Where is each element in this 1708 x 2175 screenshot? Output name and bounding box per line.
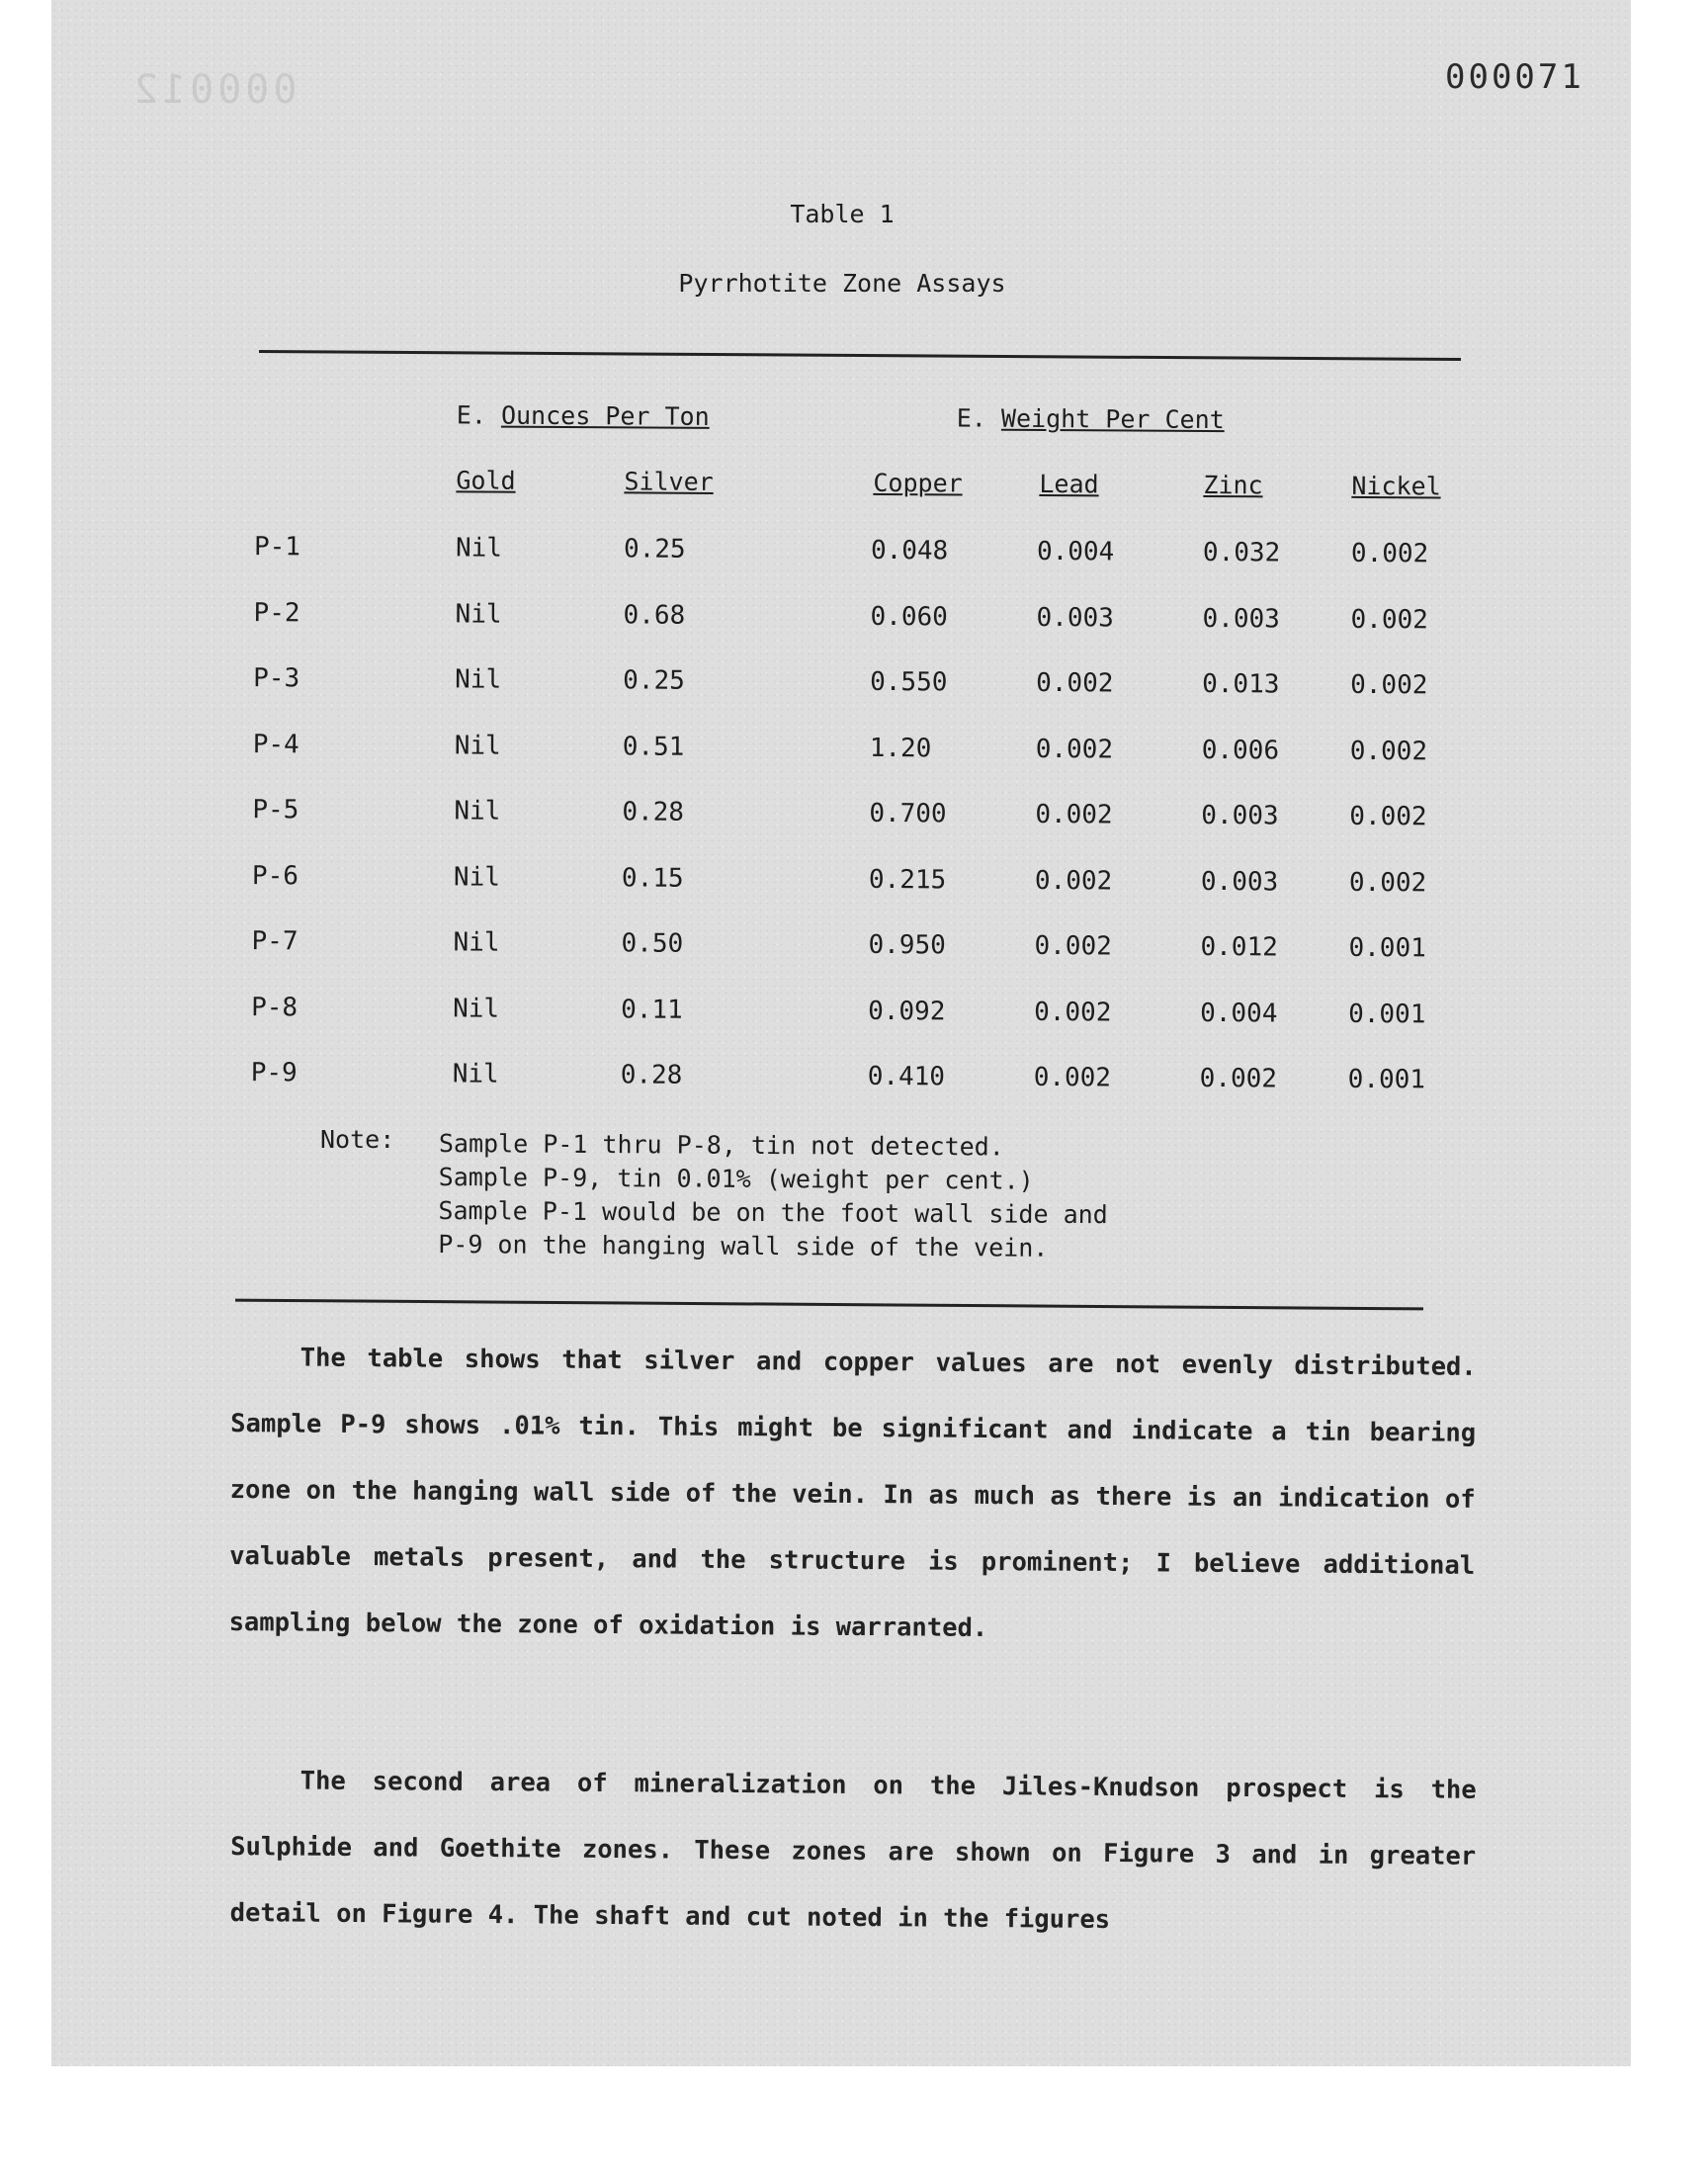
cell-copper: 1.20 [869,733,932,763]
cell-silver: 0.51 [622,731,685,762]
cell-copper: 0.950 [868,929,946,961]
cell-lead: 0.003 [1036,602,1114,633]
group-label-ounces: Ounces Per Ton [500,400,710,431]
cell-lead: 0.002 [1034,865,1113,896]
group-header-weight [957,403,1225,434]
cell-lead: 0.002 [1036,667,1114,699]
cell-nickel: 0.002 [1349,736,1428,766]
cell-nickel: 0.002 [1350,538,1429,569]
cell-lead: 0.002 [1033,1062,1112,1093]
cell-gold: Nil [453,993,500,1024]
group-label-weight: Weight Per Cent [1000,403,1225,435]
table-row [235,663,1520,711]
note-line: P-9 on the hanging wall side of the vein. [438,1229,1049,1262]
cell-nickel: 0.001 [1348,932,1426,964]
cell-nickel: 0.001 [1347,1064,1426,1095]
table-title: Pyrrhotite Zone Assays [678,269,1006,298]
cell-nickel: 0.002 [1350,604,1428,635]
sample-id: P-4 [252,729,299,759]
sample-id: P-6 [251,860,299,891]
table-row [234,860,1519,908]
column-header-silver: Silver [624,467,714,496]
cell-silver: 0.28 [622,797,685,827]
cell-lead: 0.002 [1034,997,1112,1027]
column-header-zinc: Zinc [1203,470,1263,500]
table-row [233,1058,1518,1105]
cell-silver: 0.25 [623,665,685,696]
cell-silver: 0.15 [621,862,684,894]
cell-zinc: 0.003 [1201,800,1279,831]
table-row [234,795,1519,842]
table-row [235,729,1520,776]
cell-copper: 0.048 [870,535,949,566]
note-line: Sample P-1 would be on the foot wall side and [438,1195,1108,1230]
sample-id: P-8 [251,992,299,1022]
note-line: Sample P-9, tin 0.01% (weight per cent.) [438,1162,1034,1195]
table-top-rule [259,350,1461,361]
cell-gold: Nil [454,796,501,826]
faint-bleedthrough-number: 000012 [130,67,298,113]
group-prefix: E. [456,400,487,430]
cell-copper: 0.700 [869,798,947,829]
column-header-copper: Copper [873,468,963,498]
cell-copper: 0.410 [867,1061,946,1092]
note-text [438,1127,1108,1265]
body-paragraph-1 [228,1325,1477,1666]
cell-gold: Nil [453,927,500,958]
table-row [235,597,1520,645]
cell-gold: Nil [453,861,501,893]
cell-zinc: 0.003 [1202,603,1280,634]
group-prefix: E. [956,403,987,433]
note-line: Sample P-1 thru P-8, tin not detected. [438,1129,1004,1162]
cell-silver: 0.11 [621,994,683,1025]
cell-gold: Nil [455,533,503,564]
table-row [236,532,1521,579]
cell-silver: 0.28 [620,1060,683,1090]
cell-gold: Nil [452,1059,499,1089]
table-bottom-rule [235,1299,1423,1311]
column-header-nickel: Nickel [1351,471,1441,501]
cell-gold: Nil [455,598,502,630]
cell-gold: Nil [454,730,501,761]
paragraph-text: The table shows that silver and copper values are not evenly distributed. Sample P-9 shows .01% tin. This might be significant and indicate a tin bearing zone on the hanging wall side of the vein. In as much as there is an indication of valuable metals present, and the structure is prominent; I believe additional sampling below the zone of oxidation is warranted. [228,1343,1477,1644]
group-header-ounces [457,400,710,431]
table-row [233,926,1518,974]
cell-copper: 0.092 [868,996,946,1026]
cell-nickel: 0.001 [1348,999,1426,1029]
cell-nickel: 0.002 [1349,801,1427,832]
cell-zinc: 0.032 [1202,537,1281,568]
cell-zinc: 0.006 [1201,735,1280,765]
cell-nickel: 0.002 [1348,867,1427,898]
table-row [233,992,1518,1039]
cell-lead: 0.002 [1035,799,1113,830]
cell-lead: 0.002 [1034,930,1112,962]
paragraph-text: The second area of mineralization on the Jiles-Knudson prospect is the Sulphide and Goethite zones. These zones are shown on Figure 3 and in greater detail on Figure 4. The shaft and cut noted in the figures [229,1766,1477,1935]
cell-zinc: 0.004 [1200,998,1278,1028]
cell-gold: Nil [455,664,502,695]
cell-lead: 0.002 [1035,734,1114,764]
cell-zinc: 0.013 [1202,668,1280,700]
table-number-label: Table 1 [790,200,895,228]
sample-id: P-1 [253,532,301,563]
cell-copper: 0.215 [868,864,947,895]
sample-id: P-3 [253,663,300,694]
cell-lead: 0.004 [1036,536,1115,567]
sample-id: P-7 [251,926,299,957]
cell-copper: 0.550 [870,666,948,698]
cell-silver: 0.50 [621,928,684,959]
sample-id: P-5 [252,795,299,826]
cell-copper: 0.060 [870,601,948,632]
sample-id: P-9 [250,1058,298,1088]
column-header-gold: Gold [456,466,516,495]
cell-zinc: 0.002 [1199,1063,1278,1094]
column-header-lead: Lead [1039,469,1099,499]
cell-silver: 0.68 [623,599,686,631]
cell-zinc: 0.012 [1200,931,1278,963]
document-page [51,0,1631,2066]
cell-zinc: 0.003 [1200,866,1279,897]
note-label: Note: [320,1125,395,1154]
cell-silver: 0.25 [623,534,686,565]
sample-id: P-2 [253,597,300,628]
body-paragraph-2 [229,1748,1477,1957]
cell-nickel: 0.002 [1350,669,1428,701]
document-number: 000071 [1445,57,1584,97]
